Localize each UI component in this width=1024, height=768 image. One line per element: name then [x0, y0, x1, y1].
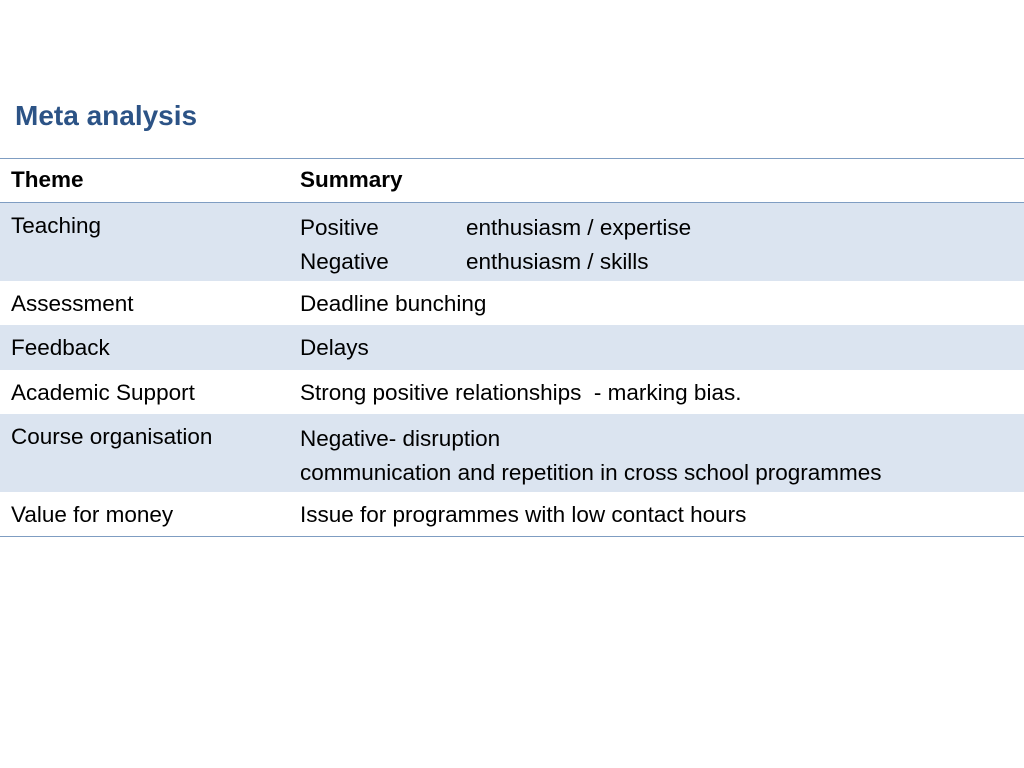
slide-title: Meta analysis	[15, 100, 198, 131]
summary-line-negative	[300, 245, 1024, 279]
theme-label: Value for money	[11, 502, 174, 527]
theme-label: Feedback	[11, 335, 110, 360]
summary-cell	[289, 492, 1024, 537]
table-row-teaching	[0, 203, 1024, 281]
table-row-course-organisation	[0, 414, 1024, 492]
summary-cell	[289, 203, 1024, 281]
theme-cell	[0, 370, 289, 415]
summary-value-negative: enthusiasm / skills	[466, 249, 649, 274]
summary-value-positive: enthusiasm / expertise	[466, 215, 692, 240]
theme-cell	[0, 492, 289, 537]
summary-cell	[289, 414, 1024, 492]
theme-cell	[0, 281, 289, 326]
summary-cell	[289, 370, 1024, 415]
table-row-academic-support	[0, 370, 1024, 415]
summary-cell	[289, 281, 1024, 326]
theme-cell	[0, 203, 289, 281]
theme-cell	[0, 414, 289, 492]
summary-cell	[289, 325, 1024, 370]
summary-text: Issue for programmes with low contact hours	[300, 502, 747, 527]
summary-label-positive: Positive	[300, 215, 379, 240]
theme-label: Assessment	[11, 290, 134, 316]
summary-line-1: Negative- disruption	[300, 426, 501, 451]
theme-label: Academic Support	[11, 379, 195, 405]
table-row-value-for-money	[0, 492, 1024, 537]
summary-label-negative: Negative	[300, 249, 389, 274]
table-header-row	[0, 159, 1024, 203]
summary-line-2: communication and repetition in cross school programmes	[300, 460, 882, 485]
meta-analysis-table	[0, 158, 1024, 537]
table-row-feedback	[0, 325, 1024, 370]
theme-label: Teaching	[11, 213, 102, 238]
summary-text: Strong positive relationships - marking bias.	[300, 379, 742, 405]
summary-text: Delays	[300, 335, 369, 360]
header-summary: Summary	[300, 167, 403, 192]
summary-text: Deadline bunching	[300, 290, 487, 316]
summary-line-positive	[300, 211, 1024, 245]
table-row-assessment	[0, 281, 1024, 326]
theme-label: Course organisation	[11, 424, 213, 449]
theme-cell	[0, 325, 289, 370]
header-theme: Theme	[11, 167, 84, 192]
